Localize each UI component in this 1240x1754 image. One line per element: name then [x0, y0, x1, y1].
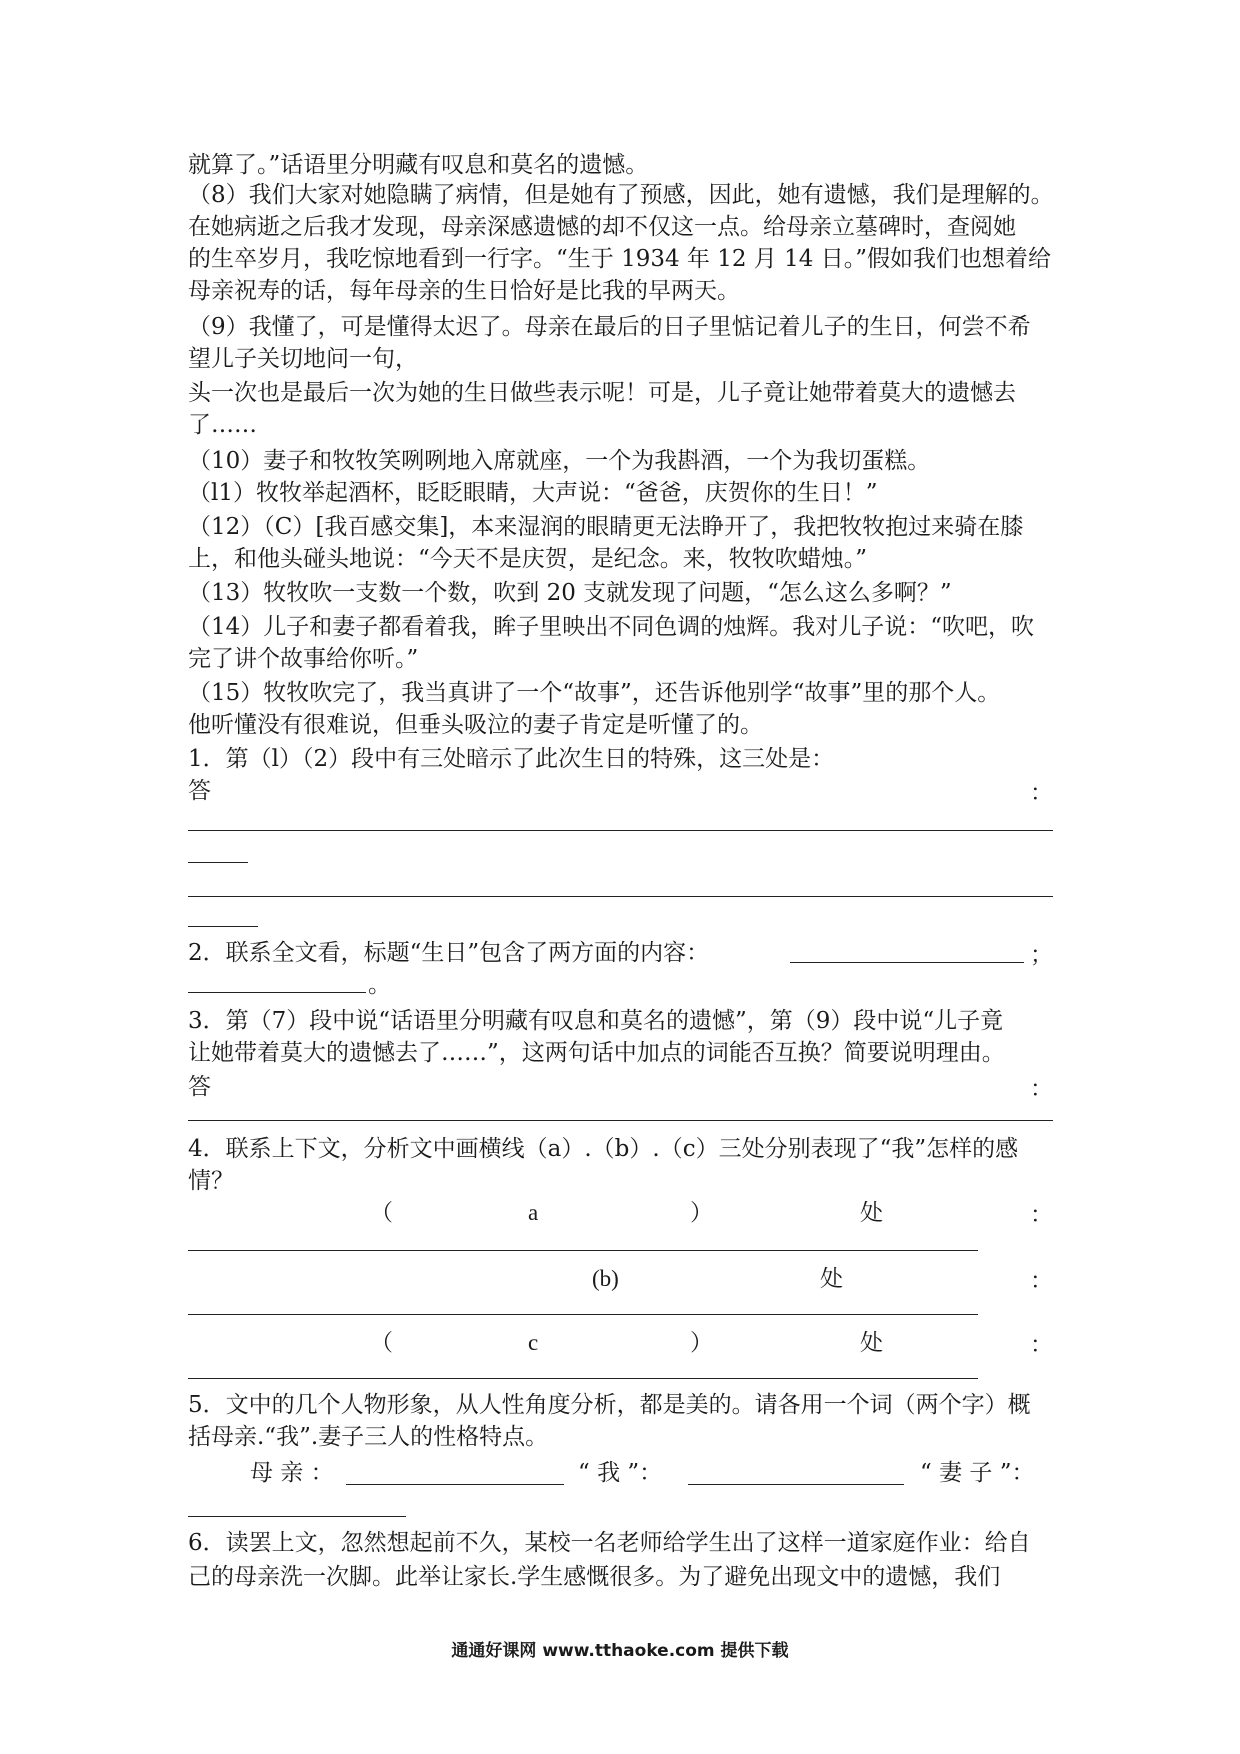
paragraph-line: （14）儿子和妻子都看着我，眸子里映出不同色调的烛辉。我对儿子说：“吹吧，吹	[188, 614, 1035, 640]
answer-line[interactable]	[188, 896, 1053, 897]
mother-answer-line[interactable]	[346, 1484, 564, 1485]
paragraph-line: （10）妻子和牧牧笑咧咧地入席就座，一个为我斟酒，一个为我切蛋糕。	[188, 448, 931, 474]
answer-line[interactable]	[188, 926, 258, 927]
paragraph-line: 望儿子关切地问一句，	[188, 346, 418, 372]
paragraph-line: （9）我懂了，可是懂得太迟了。母亲在最后的日子里惦记着儿子的生日，何尝不希	[188, 314, 1031, 340]
label-b: (b)	[592, 1266, 619, 1291]
paragraph-line: 他听懂没有很难说，但垂头吸泣的妻子肯定是听懂了的。	[188, 712, 763, 738]
answer-line[interactable]	[188, 1120, 1053, 1121]
paragraph-line: 头一次也是最后一次为她的生日做些表示呢！可是，儿子竟让她带着莫大的遗憾去	[188, 380, 1016, 406]
paragraph-line: （15）牧牧吹完了，我当真讲了一个“故事”，还告诉他别学“故事”里的那个人。	[188, 680, 1001, 706]
mother-label: 母 亲 ：	[250, 1460, 334, 1486]
semicolon: ；	[1030, 942, 1053, 968]
page-footer: 通通好课网 www.tthaoke.com 提供下载	[451, 1641, 789, 1661]
label-a: a	[528, 1200, 539, 1225]
chu-label: 处	[860, 1330, 883, 1356]
answer-line[interactable]	[790, 962, 1024, 963]
paren-open: （	[370, 1200, 393, 1226]
question-4-line: 情？	[188, 1168, 234, 1194]
me-label: “ 我 ”：	[578, 1460, 663, 1486]
answer-line[interactable]	[188, 992, 366, 993]
chu-label: 处	[820, 1266, 843, 1292]
answer-line[interactable]	[188, 862, 248, 863]
question-1: 1．第（l）（2）段中有三处暗示了此次生日的特殊，这三处是：	[188, 746, 835, 772]
paragraph-line: （13）牧牧吹一支数一个数，吹到 20 支就发现了问题，“怎么这么多啊？”	[188, 580, 952, 606]
chu-label: 处	[860, 1200, 883, 1226]
paren-close: ）	[690, 1200, 713, 1226]
answer-label: 答	[188, 778, 211, 804]
paragraph-line: 完了讲个故事给你听。”	[188, 646, 419, 672]
question-5-line: 5．文中的几个人物形象，从人性角度分析，都是美的。请各用一个词（两个字）概	[188, 1392, 1031, 1418]
answer-colon: ：	[1030, 1202, 1053, 1228]
answer-line[interactable]	[188, 1314, 978, 1315]
answer-colon: ：	[1030, 780, 1053, 806]
question-3-line: 让她带着莫大的遗憾去了……”，这两句话中加点的词能否互换？简要说明理由。	[188, 1040, 1005, 1066]
answer-label: 答	[188, 1074, 211, 1100]
question-2: 2．联系全文看，标题“生日”包含了两方面的内容：	[188, 940, 710, 966]
period: 。	[368, 972, 391, 998]
answer-colon: ：	[1030, 1268, 1053, 1294]
paragraph-line: （l1）牧牧举起酒杯，眨眨眼睛，大声说：“爸爸，庆贺你的生日！”	[188, 480, 878, 506]
paragraph-line: （12）（C）[我百感交集]，本来湿润的眼睛更无法睁开了，我把牧牧抱过来骑在膝	[188, 514, 1024, 540]
answer-colon: ：	[1030, 1076, 1053, 1102]
question-6-line: 己的母亲洗一次脚。此举让家长.学生感慨很多。为了避免出现文中的遗憾，我们	[188, 1564, 1001, 1590]
answer-line[interactable]	[188, 830, 1053, 831]
me-answer-line[interactable]	[688, 1484, 904, 1485]
paren-open: （	[370, 1330, 393, 1356]
question-4-line: 4．联系上下文，分析文中画横线（a）.（b）.（c）三处分别表现了“我”怎样的感	[188, 1136, 1019, 1162]
paren-close: ）	[690, 1330, 713, 1356]
answer-colon: ：	[1030, 1332, 1053, 1358]
paragraph-line: 上，和他头碰头地说：“今天不是庆贺，是纪念。来，牧牧吹蜡烛。”	[188, 546, 868, 572]
paragraph-line: 了……	[188, 412, 257, 438]
wife-label: “ 妻 子 ”：	[920, 1460, 1035, 1486]
label-c: c	[528, 1330, 539, 1355]
question-3-line: 3．第（7）段中说“话语里分明藏有叹息和莫名的遗憾”，第（9）段中说“儿子竟	[188, 1008, 1004, 1034]
answer-line[interactable]	[188, 1378, 978, 1379]
paragraph-line: （8）我们大家对她隐瞒了病情，但是她有了预感，因此，她有遗憾，我们是理解的。	[188, 182, 1054, 208]
paragraph-line: 的生卒岁月，我吃惊地看到一行字。“生于 1934 年 12 月 14 日。”假如我们也想着给	[188, 246, 1051, 272]
question-6-line: 6．读罢上文，忽然想起前不久，某校一名老师给学生出了这样一道家庭作业：给自	[188, 1530, 1031, 1556]
paragraph-line: 在她病逝之后我才发现，母亲深感遗憾的却不仅这一点。给母亲立墓碑时，查阅她	[188, 214, 1016, 240]
question-5-line: 括母亲.“我”.妻子三人的性格特点。	[188, 1424, 549, 1450]
paragraph-line: 母亲祝寿的话，每年母亲的生日恰好是比我的早两天。	[188, 278, 740, 304]
wife-answer-line[interactable]	[188, 1516, 406, 1517]
answer-line[interactable]	[188, 1250, 978, 1251]
paragraph-line: 就算了。”话语里分明藏有叹息和莫名的遗憾。	[188, 152, 649, 178]
